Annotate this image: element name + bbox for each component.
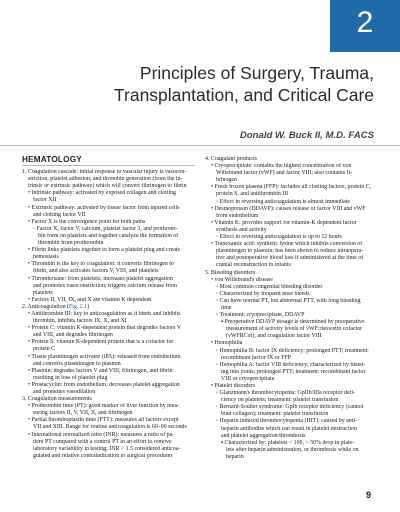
- text-line: and converts plasminogen to plasmin: [33, 360, 121, 367]
- chapter-title-line-2: Transplantation, and Critical Care: [113, 85, 374, 105]
- text-line: cranial reconstruction in infants: [216, 262, 291, 269]
- text-line: 4. Coagulant products: [205, 156, 257, 162]
- text-line: • Factors II, VII, IX, and X are vitamin K dependent: [28, 296, 152, 303]
- text-line: ing into joints; prolonged PTT; treatment: recombinant factor: [221, 368, 366, 375]
- text-line: • Extrinsic pathway: activated by tissue factor from injured cells: [28, 204, 180, 211]
- text-line: ciency on platelets; treatment: platelet transfusion: [221, 397, 339, 404]
- text-line: ◦ Hemophilia B: factor IX deficiency; prolonged PTT; treatment:: [216, 347, 369, 354]
- text-line: ▪ Characterized by: platelets < 100, > 50% drop in plate-: [221, 439, 355, 446]
- text-line: protein C: [33, 346, 56, 353]
- text-line: tient PT compared with a control PT in an effort to remove: [33, 438, 172, 445]
- header-divider: [0, 145, 400, 146]
- text-line: ◦ Glanzmann's thrombocytopenia: GpIIb/IIIa receptor defi-: [216, 390, 356, 397]
- text-line: ◦ Bernard-Soulier syndrome: GpIb receptor deficiency (cannot: [216, 404, 364, 411]
- right-column-body: [205, 156, 381, 461]
- text-line: (vWFRCof), and coagulation factor VIII: [226, 333, 322, 340]
- text-line: • Desmopressin (DDAVP): causes release of factor VIII and vWF: [211, 205, 366, 212]
- text-line: • Antithrombin III: key to anticoagulation as it binds and inhibits: [28, 310, 181, 317]
- chapter-title-line-1: Principles of Surgery, Trauma,: [139, 63, 374, 83]
- text-line: • Cryoprecipitate: contains the highest concentration of von: [211, 163, 352, 170]
- text-line: gulated and relative contraindication to surgical procedures: [33, 452, 173, 459]
- text-line: • International normalized ratio (INR): measures a ratio of pa-: [28, 431, 175, 438]
- text-line: heparin antibodies which can result in platelet destruction: [221, 425, 357, 432]
- text-line: • Platelet disorders: [211, 383, 256, 389]
- text-line: ◦ Most common congenital bleeding disorder: [216, 283, 323, 290]
- text-line: VII and XIII. Range for routine anticoagulation is 60–90 seconds: [33, 424, 187, 431]
- text-line: and promotes vasodilation: [33, 389, 96, 395]
- text-line: synthesis and activity: [216, 226, 267, 233]
- text-line: • Protein S: vitamin K-dependent protein that is a cofactor for: [28, 339, 174, 346]
- page-number: 9: [366, 490, 372, 500]
- text-line: suring factors II, V, VII, X, and fibrinogen: [33, 410, 133, 417]
- text-line: Willebrand factor (vWF) and factor VIII; also contains fi-: [216, 170, 353, 177]
- text-line: • Prothrombin time (PT): good marker of liver function by mea-: [28, 403, 179, 410]
- text-line: measurement of activity levels of vWF:ristocetin cofactor: [226, 326, 363, 333]
- right-column: [205, 156, 381, 461]
- text-line: • Intrinsic pathway: activated by exposed collagen and clotting: [28, 190, 176, 197]
- text-line: and promotes vasoconstriction; triggers calcium release from: [33, 282, 177, 289]
- text-line: lets after heparin administration, or thrombosis while on: [226, 446, 359, 453]
- text-line: time: [221, 304, 232, 311]
- text-line: • Thrombin is the key to coagulation: it converts fibrinogen to: [28, 261, 174, 268]
- text-line: resulting in loss of platelet plug: [33, 374, 108, 381]
- figure-reference-link[interactable]: Fig. 2.1: [68, 303, 88, 310]
- text-line: ◦ Characterized by frequent nose bleeds: [216, 290, 310, 297]
- text-line: • Vitamin K: provides support for vitamin-K dependent factor: [211, 219, 357, 226]
- text-line: • Fresh frozen plasma (FFP): includes all clotting factors, protein C,: [211, 184, 372, 191]
- text-line: bin form on platelets and together catalyze the formation of: [38, 232, 179, 239]
- left-column-body: [22, 169, 195, 460]
- text-line: • Factor X is the convergence point for both paths: [28, 218, 146, 225]
- text-line: brinogen: [216, 177, 237, 184]
- section-heading: HEMATOLOGY: [22, 156, 195, 166]
- text-line: ▪ Preoperative DDAVP dosage is determined by preoperative: [221, 319, 365, 326]
- text-line: • von Willebrand's disease: [211, 276, 273, 283]
- text-line: • Thromboxane: from platelets; increases platelet aggregation: [28, 275, 173, 282]
- text-line: trinsic or extrinsic pathway) which will convert fibrinogen to fibrin: [28, 183, 187, 190]
- text-line: • Plasmin: degrades factors V and VIII, fibrinogen, and fibrin: [28, 367, 173, 374]
- text-line: 3. Coagulation measurements: [22, 396, 92, 403]
- text-line: • Protein C: vitamin K-dependent protein that degrades factors V: [28, 325, 181, 332]
- text-line: recombinant factor IX or FFP: [221, 354, 292, 361]
- text-line: ◦ Heparin induced thrombocytopenia (HIT): caused by anti-: [216, 418, 357, 425]
- text-line: ◦ Effect in reversing anticoagulation is almost immediate: [216, 198, 350, 205]
- text-line: tive and postoperative blood loss if administered at the time of: [216, 255, 364, 262]
- text-line: • Fibrin links platelets together to form a platelet plug and create: [28, 247, 181, 254]
- text-line: plasminogen to plasmin; has been shown to reduce intraopera-: [216, 248, 364, 255]
- text-line: and platelet aggregation/thrombosis: [221, 432, 306, 439]
- text-line: bind collagen); treatment: platelet transfusion: [221, 411, 329, 418]
- text-line: • Partial thromboplastin time (PTT): measures all factors except: [28, 417, 179, 424]
- text-line: ◦ Can have normal PT, but abnormal PTT, with long bleeding: [216, 297, 361, 304]
- text-line: ◦ Treatment: cryoprecipitate, DDAVP: [216, 312, 305, 319]
- text-line: from endothelium: [216, 212, 259, 219]
- text-line: ◦ Effect in reversing anticoagulation is up to 12 hours: [216, 234, 342, 241]
- text-line: hemostasis: [33, 254, 59, 261]
- left-column: [22, 156, 195, 460]
- text-line: heparin: [226, 453, 244, 460]
- text-line: platelets: [33, 289, 53, 296]
- chapter-tab: [330, 0, 400, 52]
- text-line: thrombin, inhibits factors IX, X, and XI: [33, 318, 127, 325]
- text-line: • Tissue plasminogen activator (tPA): released from endothelium: [28, 353, 181, 360]
- chapter-title: [80, 62, 374, 106]
- text-line: 2. Anticoagulation (Fig. 2.1): [22, 303, 90, 310]
- text-line: 1. Coagulation cascade: initial response to vascular injury is vasocon-: [22, 169, 187, 176]
- text-line: • Prostacyclin: from endothelium, decreases platelet aggregation: [28, 381, 180, 388]
- text-line: VIII or cryoprecipitate: [221, 375, 275, 382]
- chapter-number: 2: [356, 6, 374, 39]
- text-line: and clotting factor VII: [33, 211, 86, 218]
- text-line: protein S, and antithrombin III: [216, 191, 289, 198]
- text-line: striction, platelet adhesion, and thrombin generation (from the in-: [28, 176, 183, 183]
- text-line: • Hemophilia: [211, 340, 243, 347]
- text-line: 5. Bleeding disorders: [205, 269, 256, 276]
- text-line: and VIII, and degrades fibrinogen: [33, 332, 113, 339]
- text-line: • Tranexamic acid: synthetic lysine which inhibits conversion of: [211, 241, 363, 248]
- text-line: thrombin from prothrombin: [38, 240, 104, 247]
- text-line: ◦ Factor X, factor V, calcium, platelet factor 3, and prothrom-: [33, 225, 178, 232]
- author-name: Donald W. Buck II, M.D. FACS: [239, 130, 374, 141]
- text-line: fibrin, and also activates factors V, VIII, and platelets: [33, 268, 159, 275]
- text-line: laboratory variability in testing; INR > 1.5 considered anticoa-: [33, 445, 181, 452]
- text-line: ◦ Hemophilia A: factor VIII deficiency; characterized by bleed-: [216, 361, 366, 368]
- text-line: factor XII: [33, 197, 57, 204]
